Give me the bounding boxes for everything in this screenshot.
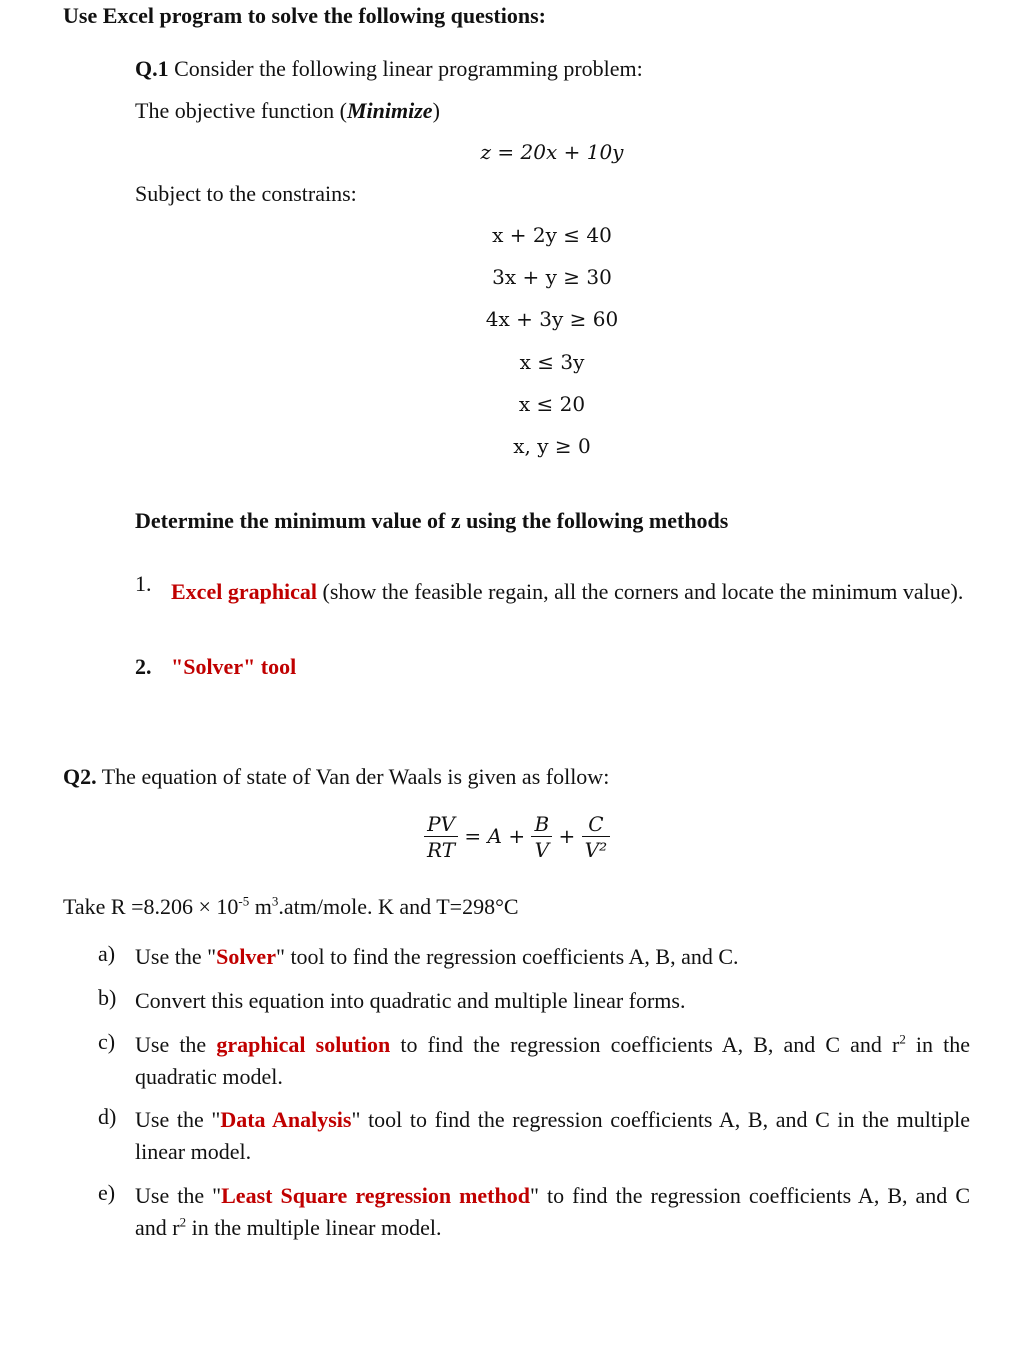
item-c-sup: 2 [899, 1031, 906, 1047]
constraint-5: x ≤ 20 [518, 392, 586, 416]
lhs-denominator: RT [424, 836, 458, 863]
item-d-pre: Use the " [135, 1107, 221, 1132]
item-e-sup: 2 [179, 1214, 187, 1230]
item-c [0, 1029, 1015, 1099]
item-d-highlight: Data Analysis [220, 1107, 352, 1132]
q2-intro [63, 764, 609, 790]
item-b [0, 985, 1015, 1025]
constraint-6: x, y ≥ 0 [513, 434, 591, 458]
c-fraction [582, 812, 610, 863]
item-e-post2: in the multiple linear model. [186, 1215, 442, 1240]
item-d-letter: d) [98, 1104, 117, 1129]
item-c-post2: in the quadratic model. [135, 1032, 971, 1089]
method-1-highlight: Excel graphical [171, 579, 318, 604]
lhs-fraction [424, 812, 458, 863]
constants-mid: m [249, 894, 272, 919]
item-a-pre: Use the " [135, 944, 217, 969]
q1-objective-line [135, 98, 440, 124]
item-e-text [135, 1180, 970, 1244]
c-numerator: C [588, 812, 604, 836]
constants-exp1: -5 [238, 893, 250, 909]
item-a-text [135, 941, 970, 973]
item-e [0, 1180, 1015, 1250]
item-c-text [135, 1029, 970, 1093]
q1-intro [135, 56, 643, 82]
constraint-1: x + 2y ≤ 40 [492, 223, 612, 247]
method-2 [171, 654, 296, 680]
constants-suffix: .atm/mole. K and T=298°C [278, 894, 519, 919]
vdw-equation [424, 812, 610, 863]
item-d-post: " tool to find the regression coefficients A, B, and C in the multiple linear model. [135, 1107, 970, 1164]
objective-suffix: ) [432, 98, 440, 123]
item-a-post: " tool to find the regression coefficients A, B, and C. [275, 944, 739, 969]
method-1 [171, 571, 971, 612]
method-2-highlight: "Solver" tool [171, 654, 297, 679]
q1-label: Q.1 [135, 56, 169, 81]
objective-equation [481, 140, 624, 164]
method-1-text: (show the feasible regain, all the corners and locate the minimum value). [317, 579, 964, 604]
method-1-num: 1. [135, 571, 152, 596]
objective-eq-text: z = 20x + 10y [480, 140, 624, 164]
constraint-4: x ≤ 3y [519, 350, 585, 374]
constants-line [63, 894, 519, 920]
item-b-letter: b) [98, 985, 117, 1010]
item-e-highlight: Least Square regression method [221, 1183, 530, 1208]
item-e-pre: Use the " [135, 1183, 222, 1208]
item-a [0, 941, 1015, 981]
c-denominator: V² [582, 836, 610, 863]
b-numerator: B [534, 812, 550, 836]
constants-prefix: Take R =8.206 × 10 [63, 894, 239, 919]
q2-intro-text: The equation of state of Van der Waals is given as follow: [101, 764, 610, 789]
constraint-2: 3x + y ≥ 30 [492, 265, 612, 289]
item-b-pre: Convert this equation into quadratic and multiple linear forms. [135, 988, 686, 1013]
item-c-post: to find the regression coefficients A, B, and C and r [390, 1032, 900, 1057]
b-fraction [531, 812, 552, 863]
item-b-text [135, 985, 970, 1017]
constraint-3: 4x + 3y ≥ 60 [485, 307, 619, 331]
item-a-letter: a) [98, 941, 116, 966]
eq-mid: = A + [464, 824, 526, 848]
objective-kind: Minimize [346, 98, 433, 123]
item-a-highlight: Solver [216, 944, 276, 969]
constants-exp2: 3 [271, 893, 279, 909]
method-2-num: 2. [135, 654, 152, 679]
item-e-letter: e) [98, 1180, 116, 1205]
item-c-letter: c) [98, 1029, 116, 1054]
item-d-text [135, 1104, 970, 1168]
item-c-highlight: graphical solution [216, 1032, 391, 1057]
q2-label: Q2. [63, 764, 97, 789]
q1-intro-text: Consider the following linear programming problem: [174, 56, 643, 81]
item-e-post: " to find the regression coefficients A, B, and C and r [135, 1183, 970, 1240]
determine-heading: Determine the minimum value of z using the following methods [135, 508, 729, 533]
item-c-pre: Use the [135, 1032, 217, 1057]
objective-prefix: The objective function ( [135, 98, 347, 123]
lhs-numerator: PV [427, 812, 455, 836]
item-d [0, 1104, 1015, 1174]
constraints-label: Subject to the constrains: [135, 181, 357, 206]
eq-plus: + [558, 824, 576, 848]
b-denominator: V [531, 836, 552, 863]
page-title: Use Excel program to solve the following questions: [63, 3, 546, 28]
